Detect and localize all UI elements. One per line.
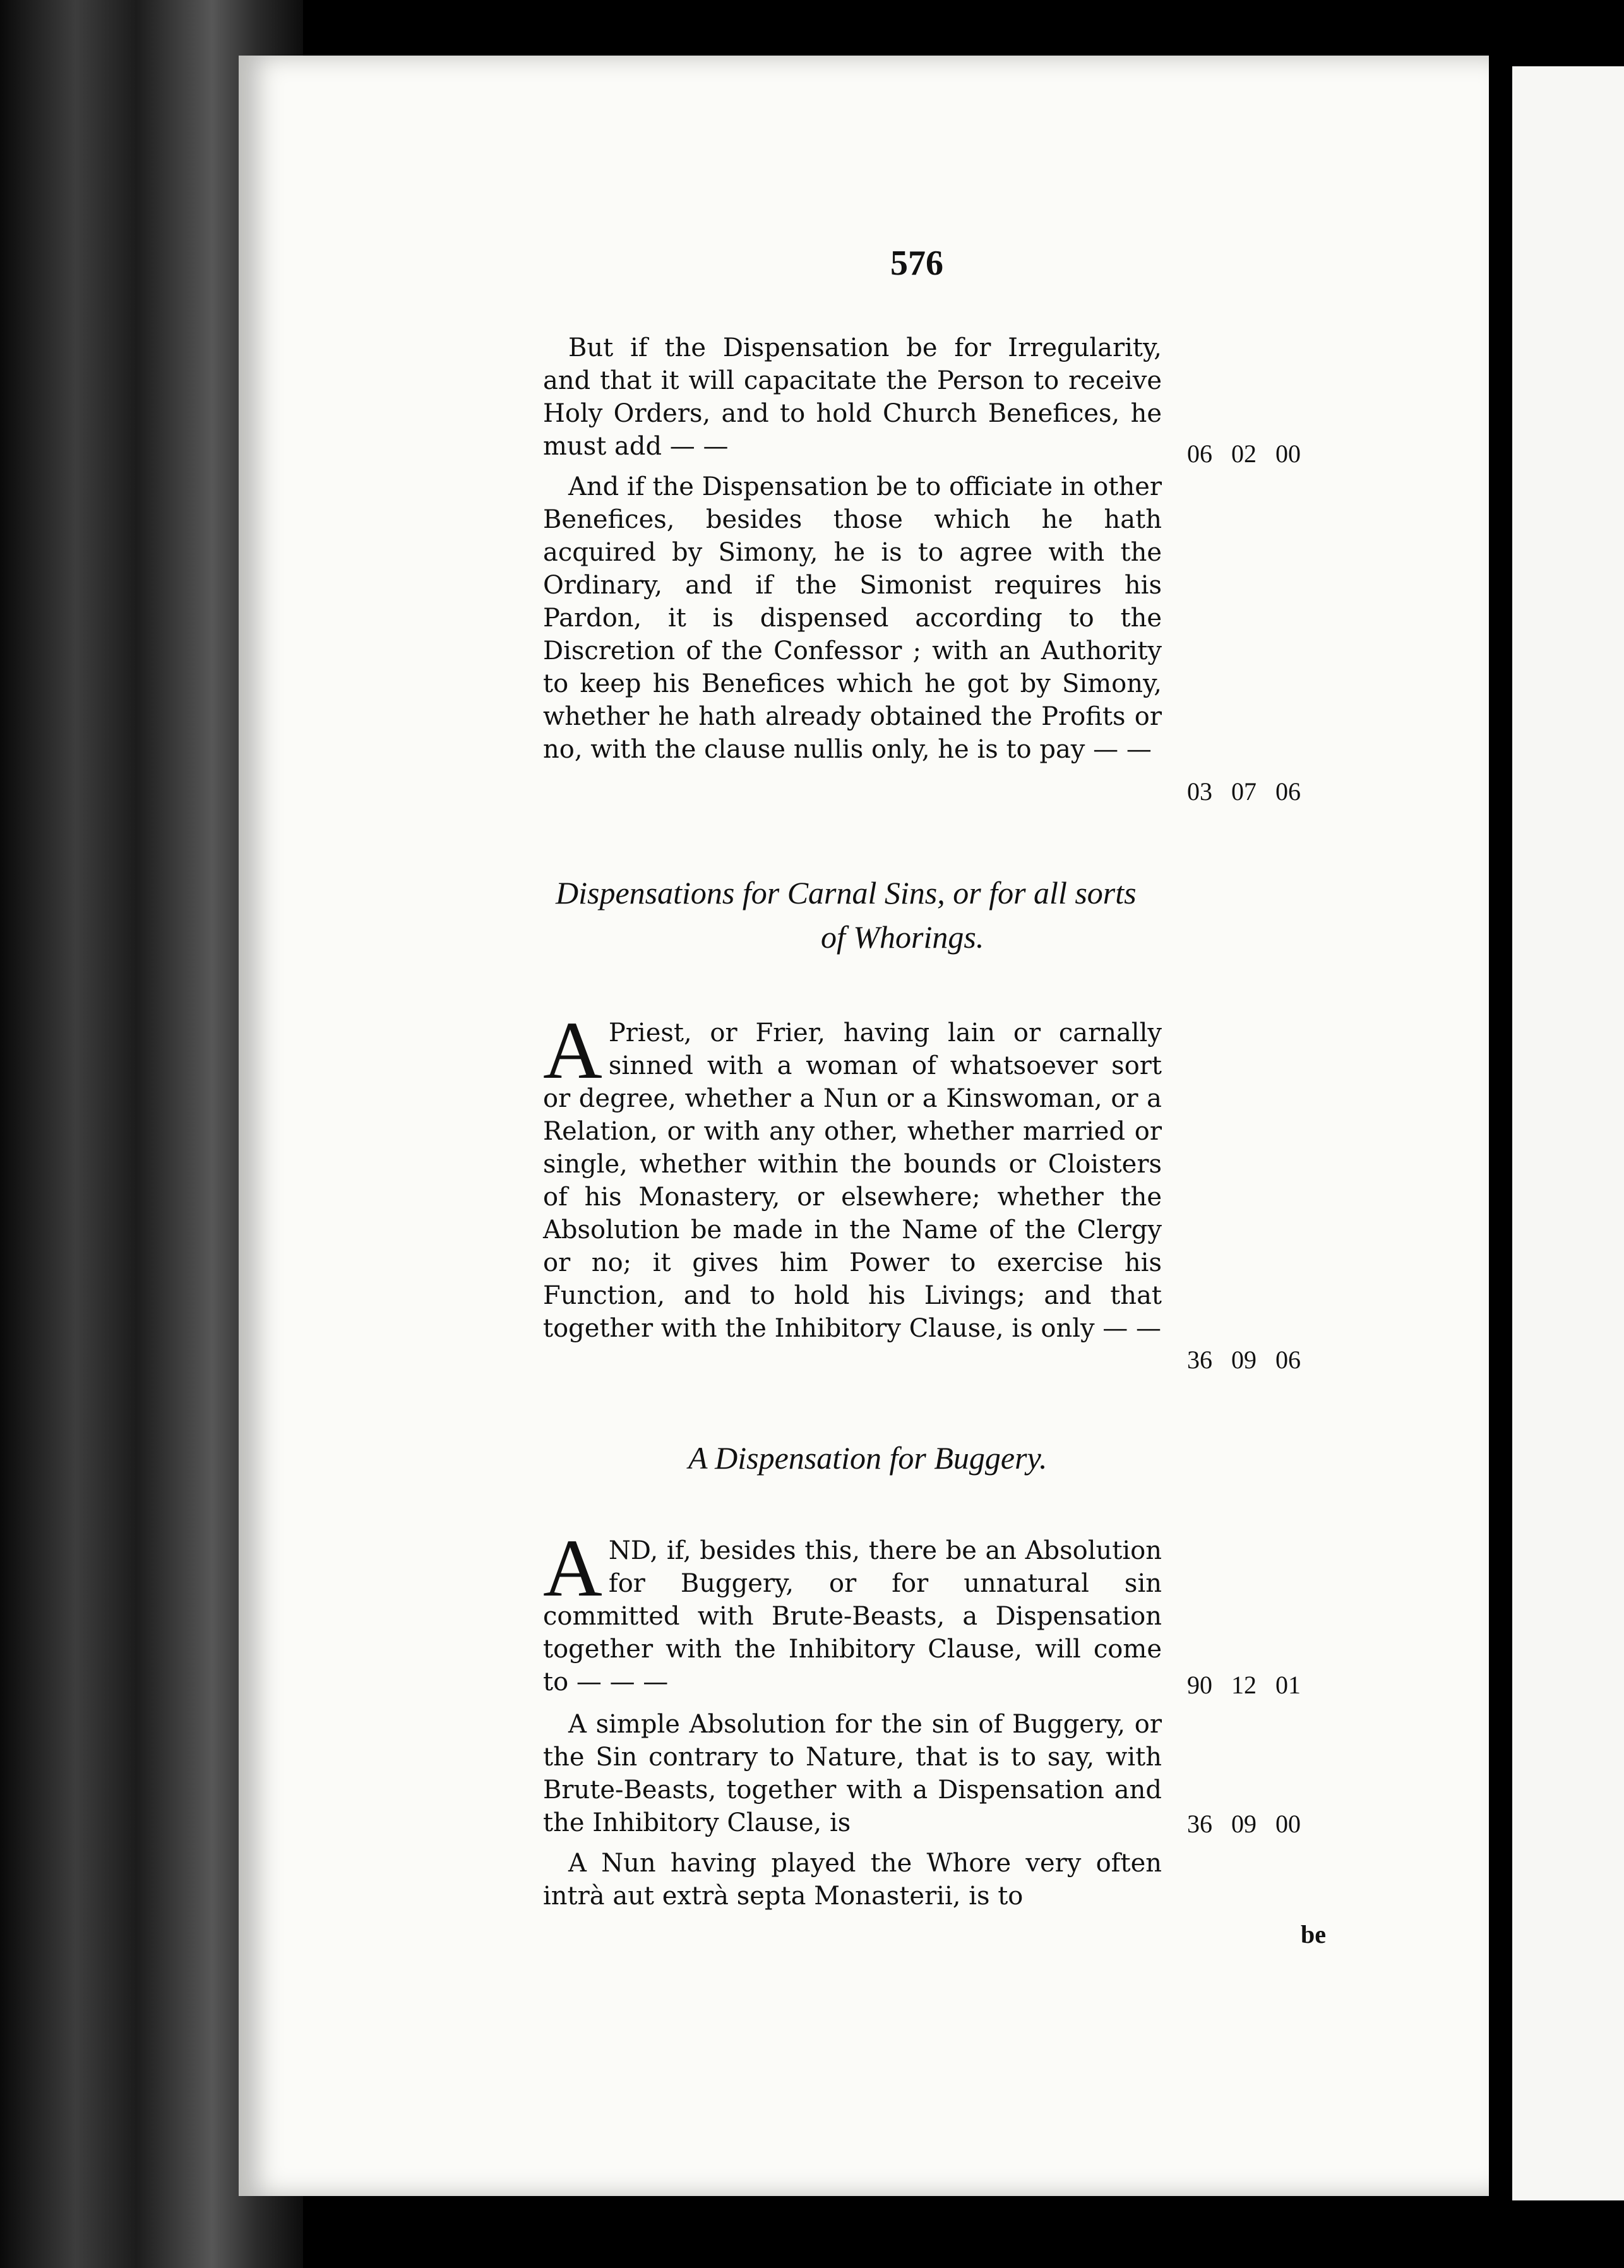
amount-simony: 03 07 06	[1187, 777, 1301, 806]
block-buggery	[543, 1523, 1162, 1705]
paragraph-simple: A simple Absolution for the sin of Buggery, or the Sin contrary to Nature, that is to say, with Brute-Beasts, together with a Dispensation and the Inhibitory Clause, is	[543, 1710, 1162, 1837]
amount-irregularity: 06 02 00	[1187, 439, 1301, 468]
amount-carnal: 36 09 06	[1187, 1346, 1301, 1374]
heading-buggery: A Dispensation for Buggery.	[688, 1440, 1048, 1476]
amount-simple: 36 09 00	[1187, 1810, 1301, 1838]
block-simony	[543, 470, 1162, 772]
paragraph-irregularity: But if the Dispensation be for Irregularity, and that it will capacitate the Person to receive Holy Orders, and to hold Church Benefices, he must add — —	[543, 333, 1162, 461]
heading-carnal-line2: of Whorings.	[821, 919, 984, 955]
dropcap-and: A	[543, 1523, 602, 1614]
dropcap-a: A	[543, 1005, 602, 1096]
page-number: 576	[890, 244, 943, 283]
block-carnal	[543, 1005, 1162, 1351]
paragraph-simony: And if the Dispensation be to officiate in other Benefices, besides those which he hath acquired by Simony, he is to agree with the Ordinary, and if the Simonist requires his Pardon, it is dispensed according to the Discretion of the Confessor ; with an Authority to keep his Benefices which he got by Simony, whether he hath already obtained the Profits or no, with the clause nullis only, he is to pay — —	[543, 472, 1162, 764]
paragraph-carnal: Priest, or Frier, having lain or carnally sinned with a woman of whatsoever sort or degree, whether a Nun or a Kinswoman, or a Relation, or with any other, whether married or single, whether within the bounds or Cloisters of his Monastery, or elsewhere; whether the Absolution be made in the Name of the Clergy or no; it gives him Power to exercise his Function, and to hold his Livings; and that together with the Inhibitory Clause, is only — —	[543, 1018, 1162, 1343]
heading-carnal-line1: Dispensations for Carnal Sins, or for all sorts	[556, 875, 1137, 910]
block-irregularity	[543, 331, 1162, 469]
paragraph-nun: A Nun having played the Whore very often intrà aut extrà septa Monasterii, is to	[543, 1849, 1162, 1911]
right-page-edge	[1512, 66, 1624, 2200]
amount-buggery: 90 12 01	[1187, 1671, 1301, 1699]
block-nun	[543, 1847, 1162, 1919]
catchword: be	[1301, 1920, 1326, 1949]
block-simple	[543, 1708, 1162, 1846]
paragraph-buggery: ND, if, besides this, there be an Absolution for Buggery, or for unnatural sin committed with Brute-Beasts, a Dispensation together with the Inhibitory Clause, will come to — — —	[543, 1536, 1162, 1697]
